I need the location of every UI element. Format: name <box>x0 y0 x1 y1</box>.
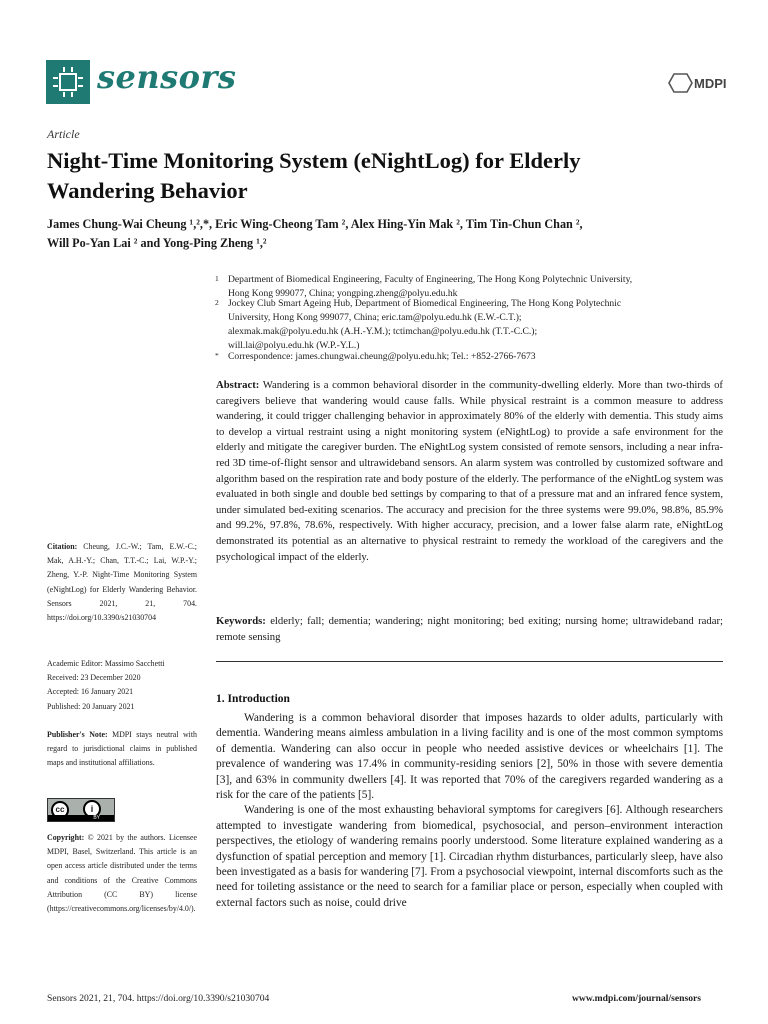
abstract <box>216 378 723 565</box>
keywords <box>216 614 723 645</box>
chip-icon <box>59 73 77 91</box>
paragraph: Wandering is a common behavioral disorder that imposes hazards to older adults, particularly with dementia. Wandering means aimless ambulation in a living facility and is one of the most common symptoms of dementia. Wandering can also occur in people who needed assistive devices or wheelchairs [1]. The prevalence of wandering was 17.4% in community-residing seniors [2], 50% in those with severe dementia [3], and 63% in community dwellers [4]. It was reported that 70% of the caregivers regarded wandering as a risk for the care of the patients [5]. <box>216 712 723 802</box>
abstract-text: Wandering is a common behavioral disorder in the community-dwelling elderly. More than two-thirds of caregivers believe that wandering would cause falls. While physical restraint is a common measure to address wandering, it could trigger challenging behavior in approximately 80% of the elderly with dementia. This study aims to develop a virtual restraint using a night monitoring system (eNightLog) to provide a safe environment for the elderly and mitigate the caregiver burden. The eNightLog system consisted of remote sensors, including a near infra-red 3D time-of-flight sensor and ultrawideband sensors. An alarm system was controlled by customized software and algorithm based on the respiration rate and body posture of the elderly. The performance of the eNightLog system was evaluated in both single and double bed settings by comparing to that of a pressure mat and an infrared fence system, under simulated bed-exiting scenarios. The accuracy and precision for the three systems were 99.0%, 98.8%, 85.9% and 99.2%, 97.8%, 78.6%, respectively. With higher accuracy, precision, and a lower false alarm rate, eNightLog demonstrated its potential as an alternative to physical restraint to remedy the workload of the caregivers and the psychological impact of the elderly. <box>216 379 723 563</box>
abstract-label: Abstract: <box>216 379 260 391</box>
citation-block <box>47 540 197 625</box>
publisher-logo-text: MDPI <box>694 76 727 91</box>
author-line-1: James Chung-Wai Cheung ¹,²,*, Eric Wing-Cheong Tam ², Alex Hing-Yin Mak ², Tim Tin-Chun Chan ², <box>47 217 583 231</box>
article-type: Article <box>47 127 80 141</box>
citation-label: Citation: <box>47 542 78 551</box>
publisher-note-text: MDPI stays neutral with regard to jurisdictional claims in published maps and institutional affiliations. <box>47 730 197 768</box>
divider <box>216 661 723 662</box>
published-date: Published: 20 January 2021 <box>47 701 135 711</box>
paper-title: Night-Time Monitoring System (eNightLog) for Elderly Wandering Behavior <box>47 148 581 203</box>
affiliation-1: 1 Department of Biomedical Engineering, Faculty of Engineering, The Hong Kong Polytechnic University, Hong Kong 999077, China; yongping.zheng@polyu.edu.hk <box>215 274 633 299</box>
correspondence: * Correspondence: james.chungwai.cheung@polyu.edu.hk; Tel.: +852-2766-7673 <box>215 351 536 362</box>
author-line-2: Will Po-Yan Lai ² and Yong-Ping Zheng ¹,² <box>47 236 267 250</box>
copyright-label: Copyright: <box>47 833 85 842</box>
journal-logo <box>46 60 90 104</box>
introduction-body <box>216 711 723 911</box>
footer-citation[interactable]: Sensors 2021, 21, 704. https://doi.org/10.3390/s21030704 <box>47 993 270 1004</box>
affiliation-2: 2 Jockey Club Smart Ageing Hub, Department of Biomedical Engineering, The Hong Kong Polytechnic University, Hong Kong 999077, China; eric.tam@polyu.edu.hk (E.W.-C.T.); alexmak.mak@polyu.edu.hk (A.H.-Y.M.); tctimchan@polyu.edu.hk (T.T.-C.C.); will.lai@polyu.edu.hk (W.P.-Y.L.) <box>215 298 622 351</box>
publisher-note <box>47 728 197 771</box>
academic-editor: Academic Editor: Massimo Sacchetti <box>47 659 165 668</box>
citation-text[interactable]: Cheung, J.C.-W.; Tam, E.W.-C.; Mak, A.H.-Y.; Chan, T.T.-C.; Lai, W.P.-Y.; Zheng, Y.-P. Night-Time Monitoring System (eNightLog) for Elderly Wandering Behavior. Sensors 2021, 21, 704. https://doi.org/10.3390/s21030704 <box>47 542 197 623</box>
keywords-label: Keywords: <box>216 615 266 627</box>
cc-icon: cc <box>51 801 69 819</box>
cc-by-icon[interactable] <box>47 798 115 822</box>
person-icon: i <box>83 800 101 818</box>
license-badge-text: BY <box>48 815 114 821</box>
author-list <box>47 215 727 253</box>
keywords-text: elderly; fall; dementia; wandering; night monitoring; bed exiting; nursing home; ultrawideband radar; remote sensing <box>216 615 724 643</box>
publisher-note-label: Publisher's Note: <box>47 730 108 739</box>
footer-journal-url[interactable]: www.mdpi.com/journal/sensors <box>572 993 701 1004</box>
accepted-date: Accepted: 16 January 2021 <box>47 687 134 697</box>
received-date: Received: 23 December 2020 <box>47 673 141 683</box>
dates-block <box>47 657 197 714</box>
section-heading: 1. Introduction <box>216 693 290 705</box>
journal-name: sensors <box>97 58 237 96</box>
copyright-text: © 2021 by the authors. Licensee MDPI, Basel, Switzerland. This article is an open access article distributed under the terms and conditions of the Creative Commons Attribution (CC BY) license (https://creativecommons.org/licenses/by/4.0/). <box>47 833 197 914</box>
copyright-block <box>47 831 197 916</box>
paragraph: Wandering is one of the most exhausting behavioral symptoms for caregivers [6]. Although researchers attempted to investigate wandering from biomedical, psychosocial, and person–environment interaction perspectives, the etiology of wandering remains poorly understood. Some literature explained wandering as a dysfunction of spatial perception and memory [1]. Circadian rhythm disturbances, particularly sleep, have also been investigated as a basis for wandering [7]. From a psychosocial viewpoint, internal discomforts such as the need for toileting assistance or the need to search for a familiar place or person, especially when coupled with external factors such as noise, could drive <box>216 804 723 909</box>
